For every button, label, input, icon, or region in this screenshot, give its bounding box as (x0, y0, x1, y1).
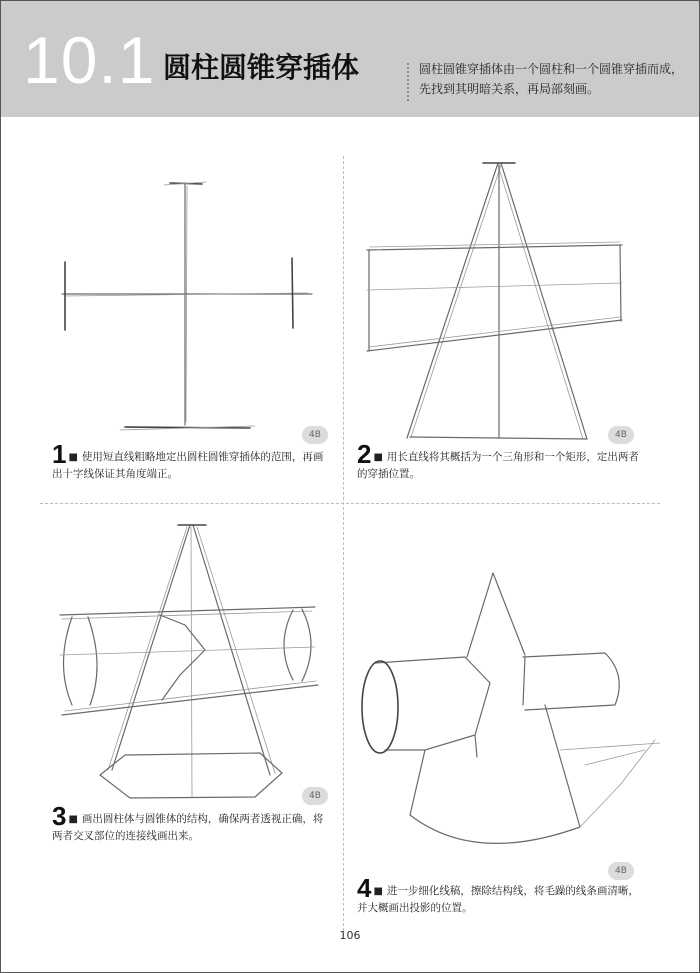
header-divider (407, 63, 409, 101)
horizontal-divider (40, 503, 660, 504)
bullet-icon: ■ (68, 814, 78, 825)
pencil-grade-badge-2: 4B (608, 426, 634, 444)
step-1-number: 1 (52, 439, 67, 469)
step-1-text: 使用短直线粗略地定出圆柱圆锥穿插体的范围，再画出十字线保证其角度端正。 (52, 451, 324, 480)
step-1-sketch (50, 170, 330, 450)
step-2-number: 2 (357, 439, 372, 469)
step-3-text: 画出圆柱体与圆锥体的结构，确保两者透视正确，将两者交叉部位的连接线画出来。 (52, 813, 324, 842)
section-header (1, 1, 699, 117)
step-2-caption (357, 439, 642, 482)
step-3-sketch (50, 515, 330, 805)
step-4-number: 4 (357, 873, 372, 903)
step-3-caption (52, 801, 332, 844)
step-3-number: 3 (52, 801, 67, 831)
bullet-icon: ■ (68, 452, 78, 463)
page-number: 106 (339, 929, 361, 942)
bullet-icon: ■ (373, 452, 383, 463)
bullet-icon: ■ (373, 886, 383, 897)
step-1-caption (52, 439, 332, 482)
vertical-divider (343, 156, 344, 936)
step-4-text: 进一步细化线稿，擦除结构线，将毛躁的线条画清晰，并大概画出投影的位置。 (357, 885, 639, 914)
pencil-grade-badge-3: 4B (302, 787, 328, 805)
pencil-grade-badge-1: 4B (302, 426, 328, 444)
step-4-caption (357, 873, 642, 916)
section-title: 圆柱圆锥穿插体 (163, 51, 360, 84)
section-number: 10.1 (23, 23, 156, 97)
step-2-text: 用长直线将其概括为一个三角形和一个矩形，定出两者的穿插位置。 (357, 451, 639, 480)
step-2-sketch (355, 155, 645, 450)
pencil-grade-badge-4: 4B (608, 862, 634, 880)
section-description: 圆柱圆锥穿插体由一个圆柱和一个圆锥穿插而成，先找到其明暗关系，再局部刻画。 (419, 62, 684, 96)
step-4-sketch (355, 565, 675, 865)
